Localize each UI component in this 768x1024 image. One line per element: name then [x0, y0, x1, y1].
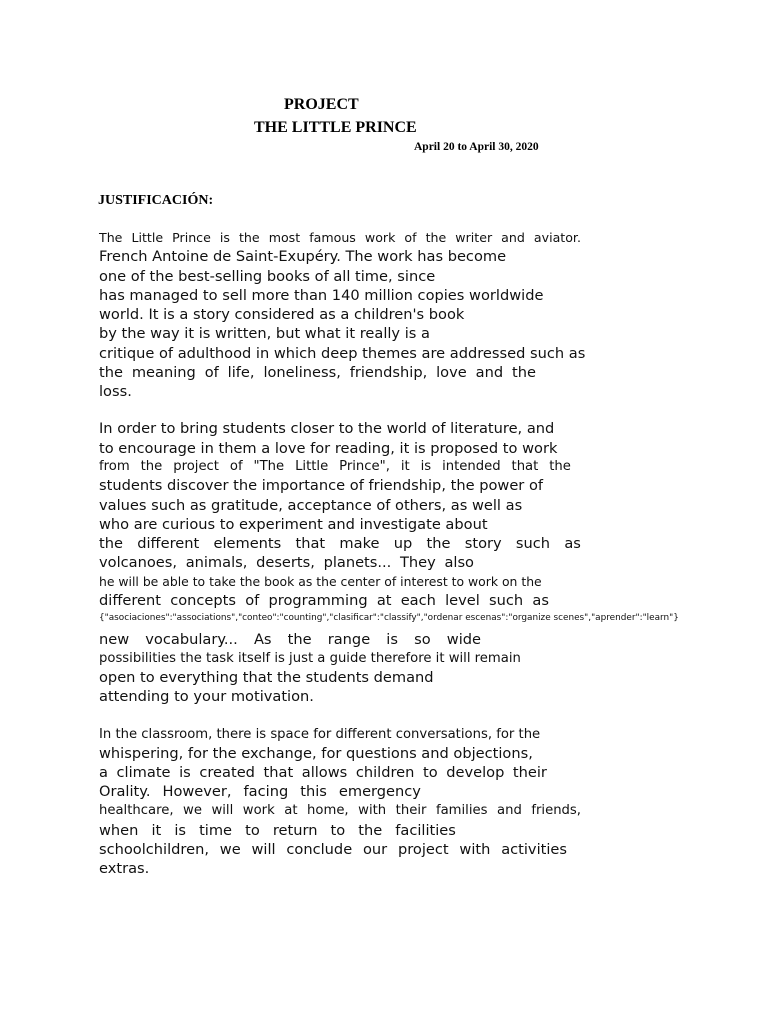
paragraph-line [99, 535, 581, 552]
paragraph-line: to encourage in them a love for reading, it is proposed to work [99, 440, 558, 457]
word: at [284, 803, 298, 818]
word: a [99, 764, 108, 781]
word: famous [309, 230, 356, 245]
word: Little [295, 459, 329, 474]
word: writer [455, 230, 493, 245]
word: with [459, 841, 491, 858]
word: at [376, 592, 392, 609]
word: work [242, 803, 275, 818]
word: deserts, [256, 554, 315, 571]
paragraph-line: extras. [99, 860, 150, 877]
word: allows [301, 764, 348, 781]
paragraph-line [99, 631, 481, 648]
paragraph-line [99, 364, 536, 381]
paragraph-line: has managed to sell more than 140 million copies worldwide [99, 287, 544, 304]
word: is [420, 459, 432, 474]
word: our [362, 841, 388, 858]
word: of [204, 364, 219, 381]
word: that [511, 459, 539, 474]
word: different [137, 535, 200, 552]
word: the [425, 230, 447, 245]
word: volcanoes, [99, 554, 177, 571]
word: and [475, 364, 504, 381]
word: life, [227, 364, 255, 381]
paragraph-line: In order to bring students closer to the world of literature, and [99, 420, 555, 437]
word: their [395, 803, 427, 818]
word: schoolchildren, [99, 841, 209, 858]
word: with [358, 803, 387, 818]
word: Prince [172, 230, 211, 245]
word: As [253, 631, 272, 648]
word: work [364, 230, 396, 245]
word: it [151, 822, 162, 839]
word: is [386, 631, 398, 648]
word: created [199, 764, 255, 781]
word: loneliness, [263, 364, 341, 381]
word: animals, [185, 554, 248, 571]
paragraph-line: he will be able to take the book as the center of interest to work on the [99, 574, 542, 589]
word: emergency [338, 783, 421, 800]
word: the [511, 364, 536, 381]
word: They [399, 554, 436, 571]
word: the [358, 822, 383, 839]
paragraph-line: possibilities the task itself is just a guide therefore it will remain [99, 651, 521, 666]
section-heading: JUSTIFICACIÓN: [98, 193, 214, 208]
word: the [140, 459, 163, 474]
paragraph-line [99, 230, 581, 245]
word: planets... [323, 554, 392, 571]
paragraph-line [99, 592, 549, 609]
paragraph-line: who are curious to experiment and investigate about [99, 516, 488, 533]
word: However, [162, 783, 232, 800]
paragraph-line [99, 554, 474, 571]
word: programming [268, 592, 368, 609]
paragraph-line: attending to your motivation. [99, 688, 314, 705]
word: each [400, 592, 436, 609]
paragraph-line: critique of adulthood in which deep themes are addressed such as [99, 345, 586, 362]
word: when [99, 822, 139, 839]
word: home, [307, 803, 349, 818]
word: families [435, 803, 488, 818]
paragraph-line: open to everything that the students demand [99, 669, 434, 686]
word: children [355, 764, 415, 781]
word: make [339, 535, 380, 552]
word: most [268, 230, 301, 245]
word: also [444, 554, 474, 571]
date-range: April 20 to April 30, 2020 [414, 141, 539, 153]
word: Orality. [99, 783, 151, 800]
word: the [426, 535, 451, 552]
paragraph-line: values such as gratitude, acceptance of others, as well as [99, 497, 523, 514]
paragraph-line [99, 783, 421, 800]
word: intended [442, 459, 501, 474]
word: level [445, 592, 480, 609]
word: story [464, 535, 502, 552]
word: "The [253, 459, 285, 474]
word: of [404, 230, 417, 245]
word: vocabulary... [145, 631, 238, 648]
word: will [251, 841, 276, 858]
word: this [300, 783, 327, 800]
word: friends, [531, 803, 581, 818]
word: the [287, 631, 312, 648]
paragraph-line: {"asociaciones":"associations","conteo":"counting","clasificar":"classify","ordenar escenas":"organize scenes","aprender":"learn"} [99, 613, 679, 623]
paragraph-line [99, 841, 567, 858]
word: is [219, 230, 230, 245]
word: conclude [286, 841, 353, 858]
word: facilities [395, 822, 456, 839]
word: develop [446, 764, 505, 781]
word: the [549, 459, 571, 474]
word: from [99, 459, 130, 474]
word: friendship, [349, 364, 428, 381]
word: such [489, 592, 524, 609]
word: to [423, 764, 438, 781]
word: time [199, 822, 233, 839]
word: return [272, 822, 318, 839]
word: healthcare, [99, 803, 174, 818]
word: will [211, 803, 234, 818]
word: the [99, 364, 123, 381]
word: project [397, 841, 449, 858]
word: range [327, 631, 371, 648]
paragraph-line: whispering, for the exchange, for questions and objections, [99, 745, 533, 762]
word: different [99, 592, 161, 609]
word: Prince", [339, 459, 390, 474]
word: aviator. [533, 230, 581, 245]
word: it [400, 459, 410, 474]
word: elements [213, 535, 282, 552]
word: meaning [131, 364, 196, 381]
word: is [174, 822, 186, 839]
word: climate [116, 764, 171, 781]
word: such [515, 535, 551, 552]
word: to [330, 822, 346, 839]
word: their [512, 764, 547, 781]
paragraph-line [99, 764, 547, 781]
paragraph-line [99, 822, 456, 839]
word: that [295, 535, 326, 552]
word: Little [131, 230, 164, 245]
word: as [564, 535, 581, 552]
word: so [414, 631, 431, 648]
word: The [99, 230, 123, 245]
word: that [263, 764, 294, 781]
title-little-prince: THE LITTLE PRINCE [254, 119, 417, 136]
paragraph-line: students discover the importance of friendship, the power of [99, 477, 544, 494]
paragraph-line [99, 803, 581, 818]
word: of [245, 592, 260, 609]
word: wide [446, 631, 481, 648]
word: the [99, 535, 123, 552]
paragraph-line [99, 459, 571, 474]
paragraph-line: world. It is a story considered as a children's book [99, 306, 465, 323]
word: new [99, 631, 130, 648]
word: concepts [170, 592, 236, 609]
word: facing [243, 783, 289, 800]
word: is [179, 764, 191, 781]
word: of [229, 459, 243, 474]
word: the [238, 230, 260, 245]
word: up [393, 535, 413, 552]
word: love [436, 364, 467, 381]
word: activities [501, 841, 567, 858]
word: we [219, 841, 241, 858]
paragraph-line: loss. [99, 383, 132, 400]
title-project: PROJECT [284, 96, 359, 113]
paragraph-line: French Antoine de Saint-Exupéry. The work has become [99, 248, 507, 265]
word: and [501, 230, 525, 245]
word: project [173, 459, 219, 474]
paragraph-line: one of the best-selling books of all time, since [99, 268, 436, 285]
paragraph-line: In the classroom, there is space for different conversations, for the [99, 727, 541, 742]
word: as [532, 592, 549, 609]
word: we [183, 803, 202, 818]
paragraph-line: by the way it is written, but what it really is a [99, 325, 430, 342]
word: and [497, 803, 522, 818]
word: to [245, 822, 260, 839]
